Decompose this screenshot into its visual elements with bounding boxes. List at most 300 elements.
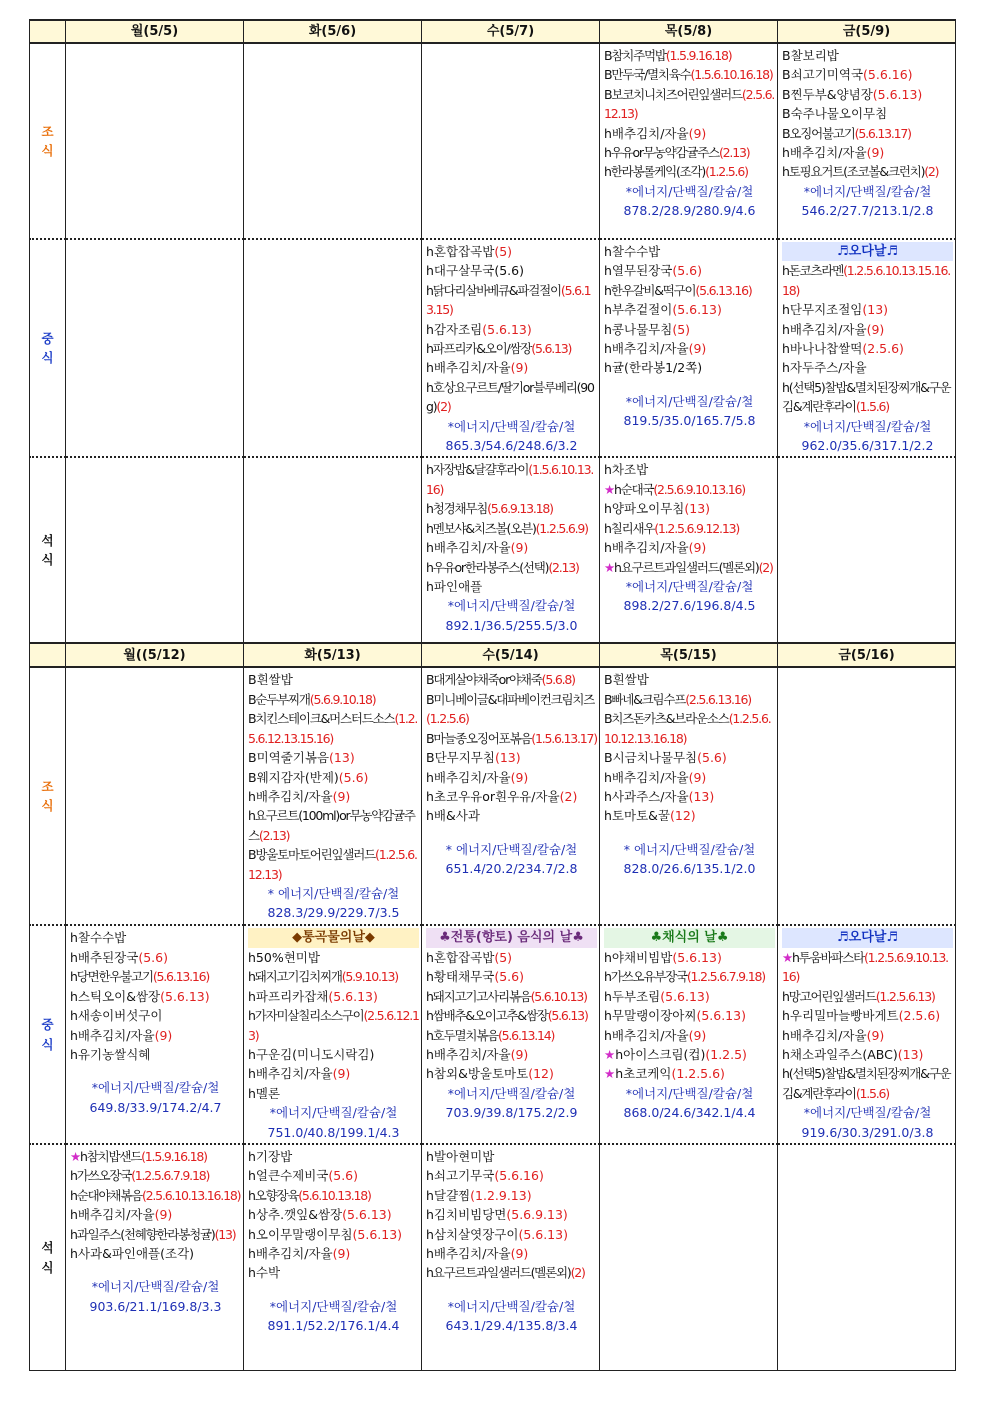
allergen-codes: (5.6.13)	[328, 988, 378, 1004]
allergen-codes: (5.6.16)	[494, 1168, 544, 1184]
menu-item	[426, 1205, 597, 1224]
dish-name: h요구르트과일샐러드(멜론외)	[614, 559, 759, 575]
menu-item	[604, 748, 775, 767]
allergen-codes: (5.6.13.16)	[152, 969, 210, 985]
menu-cell	[244, 1144, 422, 1371]
menu-cell	[66, 667, 244, 925]
dish-name: B오징어불고기	[782, 125, 855, 141]
dish-name: h(선택5)찰밥&멸치된장찌개&구운김&계란후라이	[782, 379, 951, 415]
allergen-codes: (5.6)	[328, 1168, 359, 1184]
nutrition-values: 892.1/36.5/255.5/3.0	[445, 617, 578, 633]
dish-name: h50%현미밥	[248, 949, 320, 965]
dish-name: h한라봉롤케익(조각)	[604, 164, 706, 180]
menu-item	[426, 242, 597, 261]
menu-item	[248, 948, 419, 967]
dish-name: h얼큰수제비국	[248, 1168, 329, 1184]
allergen-codes: (5.6.13.14)	[497, 1027, 555, 1043]
dish-name: h가쓰오유부장국	[604, 969, 687, 985]
nutrition-label: * 에너지/단백질/칼슘/철	[445, 841, 578, 857]
nutrition-values: 651.4/20.2/234.7/2.8	[445, 861, 578, 877]
allergen-codes: (5)	[672, 321, 691, 337]
nutrition-values: 878.2/28.9/280.9/4.6	[623, 203, 756, 219]
allergen-codes: (9)	[688, 1027, 707, 1043]
dish-name: h배추김치/자율	[782, 321, 867, 337]
menu-item	[426, 577, 597, 596]
menu-cell	[66, 43, 244, 239]
menu-item	[426, 358, 597, 377]
allergen-codes: (13)	[684, 501, 711, 517]
allergen-codes: (9)	[154, 1027, 173, 1043]
dish-name: h배추김치/자율	[426, 360, 511, 376]
dish-name: h가쓰오장국	[70, 1168, 132, 1184]
nutrition-values: 828.3/29.9/229.7/3.5	[267, 905, 400, 921]
menu-item	[70, 1244, 241, 1263]
star-icon: ★	[604, 1046, 616, 1062]
dish-name: h채소과일주스(ABC)	[782, 1046, 898, 1062]
allergen-codes: (5.6.13)	[547, 1008, 588, 1024]
menu-item	[248, 1006, 419, 1045]
menu-item	[248, 1205, 419, 1224]
day-header: 수(5/14)	[422, 643, 600, 667]
dish-name: h배추김치/자율	[426, 1046, 511, 1062]
menu-item	[604, 1026, 775, 1045]
dish-name: h토핑요거트(조코볼&크런치)	[782, 164, 925, 180]
menu-item	[604, 519, 775, 538]
meal-label-char: 석	[41, 1240, 54, 1256]
dish-name: h귤(한라봉1/2쪽)	[604, 360, 703, 376]
dish-name: B찰보리밥	[782, 48, 839, 63]
nutrition-label: *에너지/단백질/칼슘/철	[625, 393, 754, 409]
nutrition-label: *에너지/단백질/칼슘/철	[803, 1105, 932, 1121]
menu-item	[426, 558, 597, 577]
day-header: 월((5/12)	[66, 643, 244, 667]
week2-dinner-row	[30, 1144, 956, 1371]
dish-name: h콩나물무침	[604, 321, 673, 337]
allergen-codes: (1.5.6)	[855, 1085, 889, 1101]
nutrition-label: *에너지/단백질/칼슘/철	[625, 578, 754, 594]
allergen-codes: (1.5.6.10.13.16)	[426, 462, 594, 497]
menu-item	[782, 948, 953, 987]
allergen-codes: (2.13)	[719, 145, 750, 161]
dish-name: h배추김치/자율	[248, 1245, 333, 1261]
menu-cell	[600, 1144, 778, 1371]
menu-item	[604, 967, 775, 986]
allergen-codes: (9)	[688, 769, 707, 785]
allergen-codes: (1.2.5.6.10.12.13.16.18)	[604, 711, 771, 746]
menu-item	[426, 281, 597, 320]
menu-item	[782, 378, 953, 417]
menu-item	[248, 670, 419, 689]
menu-item	[426, 1244, 597, 1263]
dish-name: h배추김치/자율	[604, 540, 689, 556]
dish-name: B미역줄기볶음	[248, 750, 330, 766]
allergen-codes: (5.6.13)	[482, 321, 532, 337]
dish-name: h배추김치/자율	[604, 1027, 689, 1043]
nutrition-values: 919.6/30.3/291.0/3.8	[801, 1124, 934, 1140]
day-header: 금(5/16)	[778, 643, 956, 667]
allergen-codes: (2)	[758, 559, 773, 575]
menu-item	[248, 768, 419, 787]
nutrition-values: 865.3/54.6/248.6/3.2	[445, 438, 578, 454]
nutrition-label: *에너지/단백질/칼슘/철	[447, 1298, 576, 1314]
day-header: 월(5/5)	[66, 20, 244, 43]
meal-label-char: 중	[41, 1017, 54, 1033]
allergen-codes: (1.2.5.6.12.13)	[248, 847, 417, 882]
dish-name: h우유or무농약감귤주스	[604, 145, 719, 161]
dish-name: h배&사과	[426, 808, 480, 824]
menu-cell	[600, 667, 778, 925]
menu-cell	[778, 43, 956, 239]
menu-cell	[778, 239, 956, 457]
dish-name: h배추김치/자율	[426, 1245, 511, 1261]
nutrition-values: 546.2/27.7/213.1/2.8	[801, 203, 934, 219]
dish-name: h스틱오이&쌈장	[70, 988, 161, 1004]
menu-item	[604, 709, 775, 748]
allergen-codes: (1.2.5.6.9.10.13.16)	[782, 949, 948, 985]
nutrition-label: *에너지/단백질/칼슘/철	[269, 1105, 398, 1121]
dish-name: h무말랭이장아찌	[604, 1008, 697, 1024]
dish-name: h청경채무침	[426, 501, 488, 517]
allergen-codes: (9)	[866, 145, 885, 161]
allergen-codes: (5.6)	[338, 769, 369, 785]
dish-name: h초코케익	[615, 1066, 672, 1082]
menu-cell	[778, 667, 956, 925]
allergen-codes: (1.2.5.6.13)	[875, 988, 935, 1004]
dinner-label	[30, 457, 66, 643]
menu-item	[248, 748, 419, 767]
menu-item	[248, 967, 419, 986]
day-header: 목(5/8)	[600, 20, 778, 43]
week1-header-row	[30, 20, 956, 43]
allergen-codes: (5.6.13)	[872, 86, 923, 102]
menu-item	[604, 948, 775, 967]
menu-item	[604, 1064, 775, 1083]
menu-item	[604, 46, 775, 65]
menu-item	[426, 261, 597, 280]
dish-name: h참치밥샌드	[80, 1148, 142, 1164]
menu-item	[248, 1166, 419, 1185]
menu-item	[782, 987, 953, 1006]
allergen-codes: (9)	[510, 1245, 529, 1261]
nutrition-values: 649.8/33.9/174.2/4.7	[89, 1099, 222, 1115]
meal-label-char: 석	[41, 533, 54, 549]
dish-name: h배추김치/자율	[248, 1066, 333, 1082]
menu-item	[426, 1045, 597, 1064]
dish-name: B대게살야채죽or야채죽	[426, 672, 542, 688]
menu-item	[70, 967, 241, 986]
dish-name: h멜론	[248, 1085, 281, 1101]
dish-name: h순대국	[614, 481, 654, 497]
menu-item	[604, 558, 775, 577]
dish-name: B숙주나물오이무침	[782, 106, 888, 122]
dish-name: h새송이버섯구이	[70, 1008, 163, 1024]
event-day-badge: ♬오다날♬	[782, 242, 953, 261]
menu-item	[426, 690, 597, 729]
dish-name: h단무지조절임	[782, 302, 863, 318]
allergen-codes: (5.6.16)	[863, 67, 913, 83]
dish-name: B단무지무침	[426, 750, 495, 766]
allergen-codes: (5)	[494, 244, 513, 259]
menu-item	[604, 806, 775, 825]
allergen-codes: (9)	[688, 125, 707, 141]
breakfast-label	[30, 667, 66, 925]
dish-name: h상추.깻잎&쌈장	[248, 1207, 343, 1223]
nutrition-label: * 에너지/단백질/칼슘/철	[623, 841, 756, 857]
menu-cell	[422, 457, 600, 643]
dish-name: h배추된장국	[70, 949, 139, 965]
nutrition-label: *에너지/단백질/칼슘/철	[803, 183, 932, 199]
menu-item	[604, 85, 775, 124]
day-header: 목(5/15)	[600, 643, 778, 667]
menu-item	[426, 1186, 597, 1205]
allergen-codes: (9)	[332, 788, 351, 804]
allergen-codes: (1.2.5.6.7.9.18)	[131, 1168, 210, 1184]
menu-item	[426, 787, 597, 806]
allergen-codes: (9)	[332, 1245, 351, 1261]
allergen-codes: (5.6.13)	[352, 1226, 403, 1242]
dish-name: h배추김치/자율	[604, 769, 689, 785]
allergen-codes: (1.2.5.6)	[426, 711, 469, 727]
dish-name: h기장밥	[248, 1148, 293, 1164]
allergen-codes: (2.5.6)	[898, 1008, 941, 1024]
menu-item	[70, 1147, 241, 1166]
menu-item	[426, 670, 597, 689]
dish-name: h초코우유or흰우유/자율	[426, 788, 560, 804]
dish-name: h바나나찹쌀떡	[782, 341, 863, 357]
menu-item	[248, 690, 419, 709]
allergen-codes: (9)	[332, 1066, 351, 1082]
menu-item	[782, 1045, 953, 1064]
menu-item	[782, 104, 953, 123]
event-day-badge: ♬오다날♬	[782, 928, 953, 947]
nutrition-values: 751.0/40.8/199.1/4.3	[267, 1124, 400, 1140]
menu-item	[782, 261, 953, 300]
menu-item	[426, 1225, 597, 1244]
menu-item	[604, 987, 775, 1006]
menu-item	[782, 65, 953, 84]
dish-name: h호상요구르트/딸기or블루베리(90g)	[426, 379, 594, 415]
allergen-codes: (5.6)	[672, 263, 702, 279]
allergen-codes: (1.5.9.16.18)	[665, 48, 732, 63]
event-day-badge: ◆통곡물의날◆	[248, 928, 419, 947]
dish-name: h부추겉절이	[604, 302, 673, 318]
allergen-codes: (1.5.6.13.17)	[531, 730, 597, 746]
dish-name: h배추김치/자율	[782, 1027, 867, 1043]
menu-item	[248, 806, 419, 845]
allergen-codes: (2.5.6.13.16)	[685, 691, 751, 707]
allergen-codes: (9)	[688, 540, 707, 556]
allergen-codes: (2.5.6.12.13)	[604, 86, 775, 122]
menu-item	[426, 460, 597, 499]
menu-item	[604, 143, 775, 162]
nutrition-values: 868.0/24.6/342.1/4.4	[623, 1105, 756, 1121]
nutrition-label: * 에너지/단백질/칼슘/철	[267, 885, 400, 901]
menu-item	[70, 1225, 241, 1244]
menu-item	[426, 320, 597, 339]
allergen-codes: (1.5.9.16.18)	[141, 1148, 207, 1164]
menu-cell	[422, 1144, 600, 1371]
meal-label-char: 식	[41, 1036, 54, 1052]
menu-item	[782, 1064, 953, 1103]
dish-name: h수박	[248, 1265, 281, 1281]
dish-name: h구운김(미니도시락김)	[248, 1046, 375, 1062]
menu-item	[604, 261, 775, 280]
allergen-codes: (13)	[897, 1046, 924, 1062]
allergen-codes: (13)	[329, 750, 355, 766]
allergen-codes: (9)	[510, 360, 529, 376]
menu-item	[782, 1006, 953, 1025]
dish-name: B흰쌀밥	[248, 672, 293, 688]
menu-item	[782, 85, 953, 104]
menu-item	[426, 499, 597, 518]
meal-label-char: 식	[41, 552, 54, 568]
allergen-codes: (2)	[436, 399, 451, 415]
allergen-codes: (5.6)	[138, 949, 168, 965]
menu-item	[426, 1026, 597, 1045]
dish-name: h김치비빔당면	[426, 1207, 507, 1223]
dish-name: h쇠고기무국	[426, 1168, 495, 1184]
nutrition-values: 828.0/26.6/135.1/2.0	[623, 861, 756, 877]
menu-item	[248, 987, 419, 1006]
menu-cell	[244, 43, 422, 239]
dish-name: B마늘종오징어포볶음	[426, 730, 532, 746]
dish-name: h망고어린잎샐러드	[782, 988, 876, 1004]
event-day-badge: ♣채식의 날♣	[604, 928, 775, 947]
menu-item	[426, 967, 597, 986]
week1-header-corner	[30, 20, 66, 43]
dish-name: h배추김치/자율	[604, 341, 689, 357]
menu-item	[604, 538, 775, 557]
allergen-codes: (2)	[570, 1265, 585, 1281]
menu-item	[248, 1064, 419, 1083]
menu-item	[248, 709, 419, 748]
menu-cell	[600, 239, 778, 457]
menu-item	[70, 948, 241, 967]
allergen-codes: (2.5.6)	[862, 341, 904, 357]
menu-item	[70, 1045, 241, 1064]
week1-breakfast-row	[30, 43, 956, 239]
menu-cell	[66, 457, 244, 643]
menu-item	[248, 1084, 419, 1103]
nutrition-values: 703.9/39.8/175.2/2.9	[445, 1105, 578, 1121]
allergen-codes: (1.2.5.6.7.9.18)	[686, 969, 765, 985]
allergen-codes: (2.13)	[548, 559, 579, 575]
allergen-codes: (5.6.13)	[672, 949, 722, 965]
day-header: 화(5/13)	[244, 643, 422, 667]
menu-item	[248, 1225, 419, 1244]
allergen-codes: (13)	[494, 750, 521, 766]
allergen-codes: (2.5.6.10.13.16.18)	[141, 1187, 241, 1203]
dish-name: h오이무말랭이무침	[248, 1226, 353, 1242]
dish-name: h달걀찜	[426, 1187, 471, 1203]
dish-name: h황태채무국	[426, 969, 495, 985]
allergen-codes: (5.6.9.10.18)	[309, 691, 376, 707]
allergen-codes: (1.2.5.6.12.13.15.16)	[248, 711, 418, 746]
dish-name: h쌈배추&오이고추&쌈장	[426, 1008, 548, 1024]
menu-cell	[422, 239, 600, 457]
menu-item	[782, 162, 953, 181]
menu-item	[604, 358, 775, 377]
dish-name: h파프리카&오이/쌈장	[426, 341, 532, 357]
dish-name: h칠리새우	[604, 520, 655, 536]
menu-cell	[244, 667, 422, 925]
lunch-label	[30, 239, 66, 457]
dish-name: B쇠고기미역국	[782, 67, 864, 83]
dish-name: B미니베이글&대파베이컨크림치즈	[426, 691, 595, 707]
menu-item	[604, 670, 775, 689]
allergen-codes: (9)	[510, 769, 529, 785]
menu-item	[604, 460, 775, 479]
menu-item	[426, 1064, 597, 1083]
allergen-codes: (5.6.13)	[696, 1008, 746, 1024]
menu-cell	[244, 239, 422, 457]
allergen-codes: (1.2.5.6.9.12.13)	[654, 520, 740, 536]
allergen-codes: (1.2.5.6)	[671, 1066, 725, 1082]
allergen-codes: (5)	[494, 949, 513, 965]
allergen-codes: (9)	[510, 1046, 529, 1062]
dish-name: h두부조림	[604, 988, 661, 1004]
dish-name: h한우갈비&떡구이	[604, 282, 696, 298]
menu-item	[70, 1026, 241, 1045]
dish-name: h열무된장국	[604, 263, 673, 279]
star-icon: ★	[70, 1148, 81, 1164]
meal-schedule-table	[29, 19, 956, 1371]
dish-name: h배추김치/자율	[70, 1207, 155, 1223]
allergen-codes: (5.6.13)	[342, 1207, 392, 1223]
star-icon: ★	[604, 559, 615, 575]
nutrition-label: *에너지/단백질/칼슘/철	[91, 1080, 220, 1096]
allergen-codes: (5.6.8)	[541, 672, 575, 688]
allergen-codes: (13)	[688, 788, 715, 804]
dish-name: B순두부찌개	[248, 691, 310, 707]
dish-name: h배추김치/자율	[426, 769, 511, 785]
week1-lunch-row	[30, 239, 956, 457]
menu-item	[426, 1263, 597, 1282]
menu-item	[248, 1147, 419, 1166]
allergen-codes: (9)	[688, 341, 707, 357]
allergen-codes: (9)	[510, 540, 529, 556]
meal-label-char: 조	[41, 779, 54, 795]
menu-item	[604, 480, 775, 499]
menu-item	[426, 748, 597, 767]
dish-name: h돈코츠라멘	[782, 263, 844, 279]
menu-item	[782, 124, 953, 143]
meal-label-char: 식	[41, 798, 54, 814]
allergen-codes: (12)	[528, 1066, 554, 1082]
dish-name: B시금치나물무침	[604, 750, 698, 766]
nutrition-values: 962.0/35.6/317.1/2.2	[801, 438, 934, 454]
dish-name: B치즈돈카츠&브라운소스	[604, 711, 729, 727]
allergen-codes: (5.6)	[494, 263, 524, 279]
dish-name: h과일주스(천혜향한라봉청귤)	[70, 1226, 215, 1242]
dish-name: h배추김치/자율	[782, 145, 867, 161]
allergen-codes: (9)	[154, 1207, 173, 1223]
menu-item	[604, 242, 775, 261]
dish-name: B만두국/멸치육수	[604, 67, 691, 83]
week2-header-corner	[30, 643, 66, 667]
menu-item	[604, 499, 775, 518]
allergen-codes: (5.9.10.13)	[341, 969, 398, 985]
menu-item	[70, 987, 241, 1006]
menu-item	[248, 1045, 419, 1064]
dish-name: B찐두부&양념장	[782, 86, 873, 102]
menu-item	[70, 1205, 241, 1224]
dish-name: B빠네&크림수프	[604, 691, 686, 707]
allergen-codes: (1.2.9.13)	[470, 1187, 532, 1203]
dish-name: h멘보샤&치즈볼(오븐)	[426, 520, 536, 536]
dish-name: h순대야채볶음	[70, 1187, 142, 1203]
allergen-codes: (1.2.5.6.9)	[535, 520, 588, 536]
